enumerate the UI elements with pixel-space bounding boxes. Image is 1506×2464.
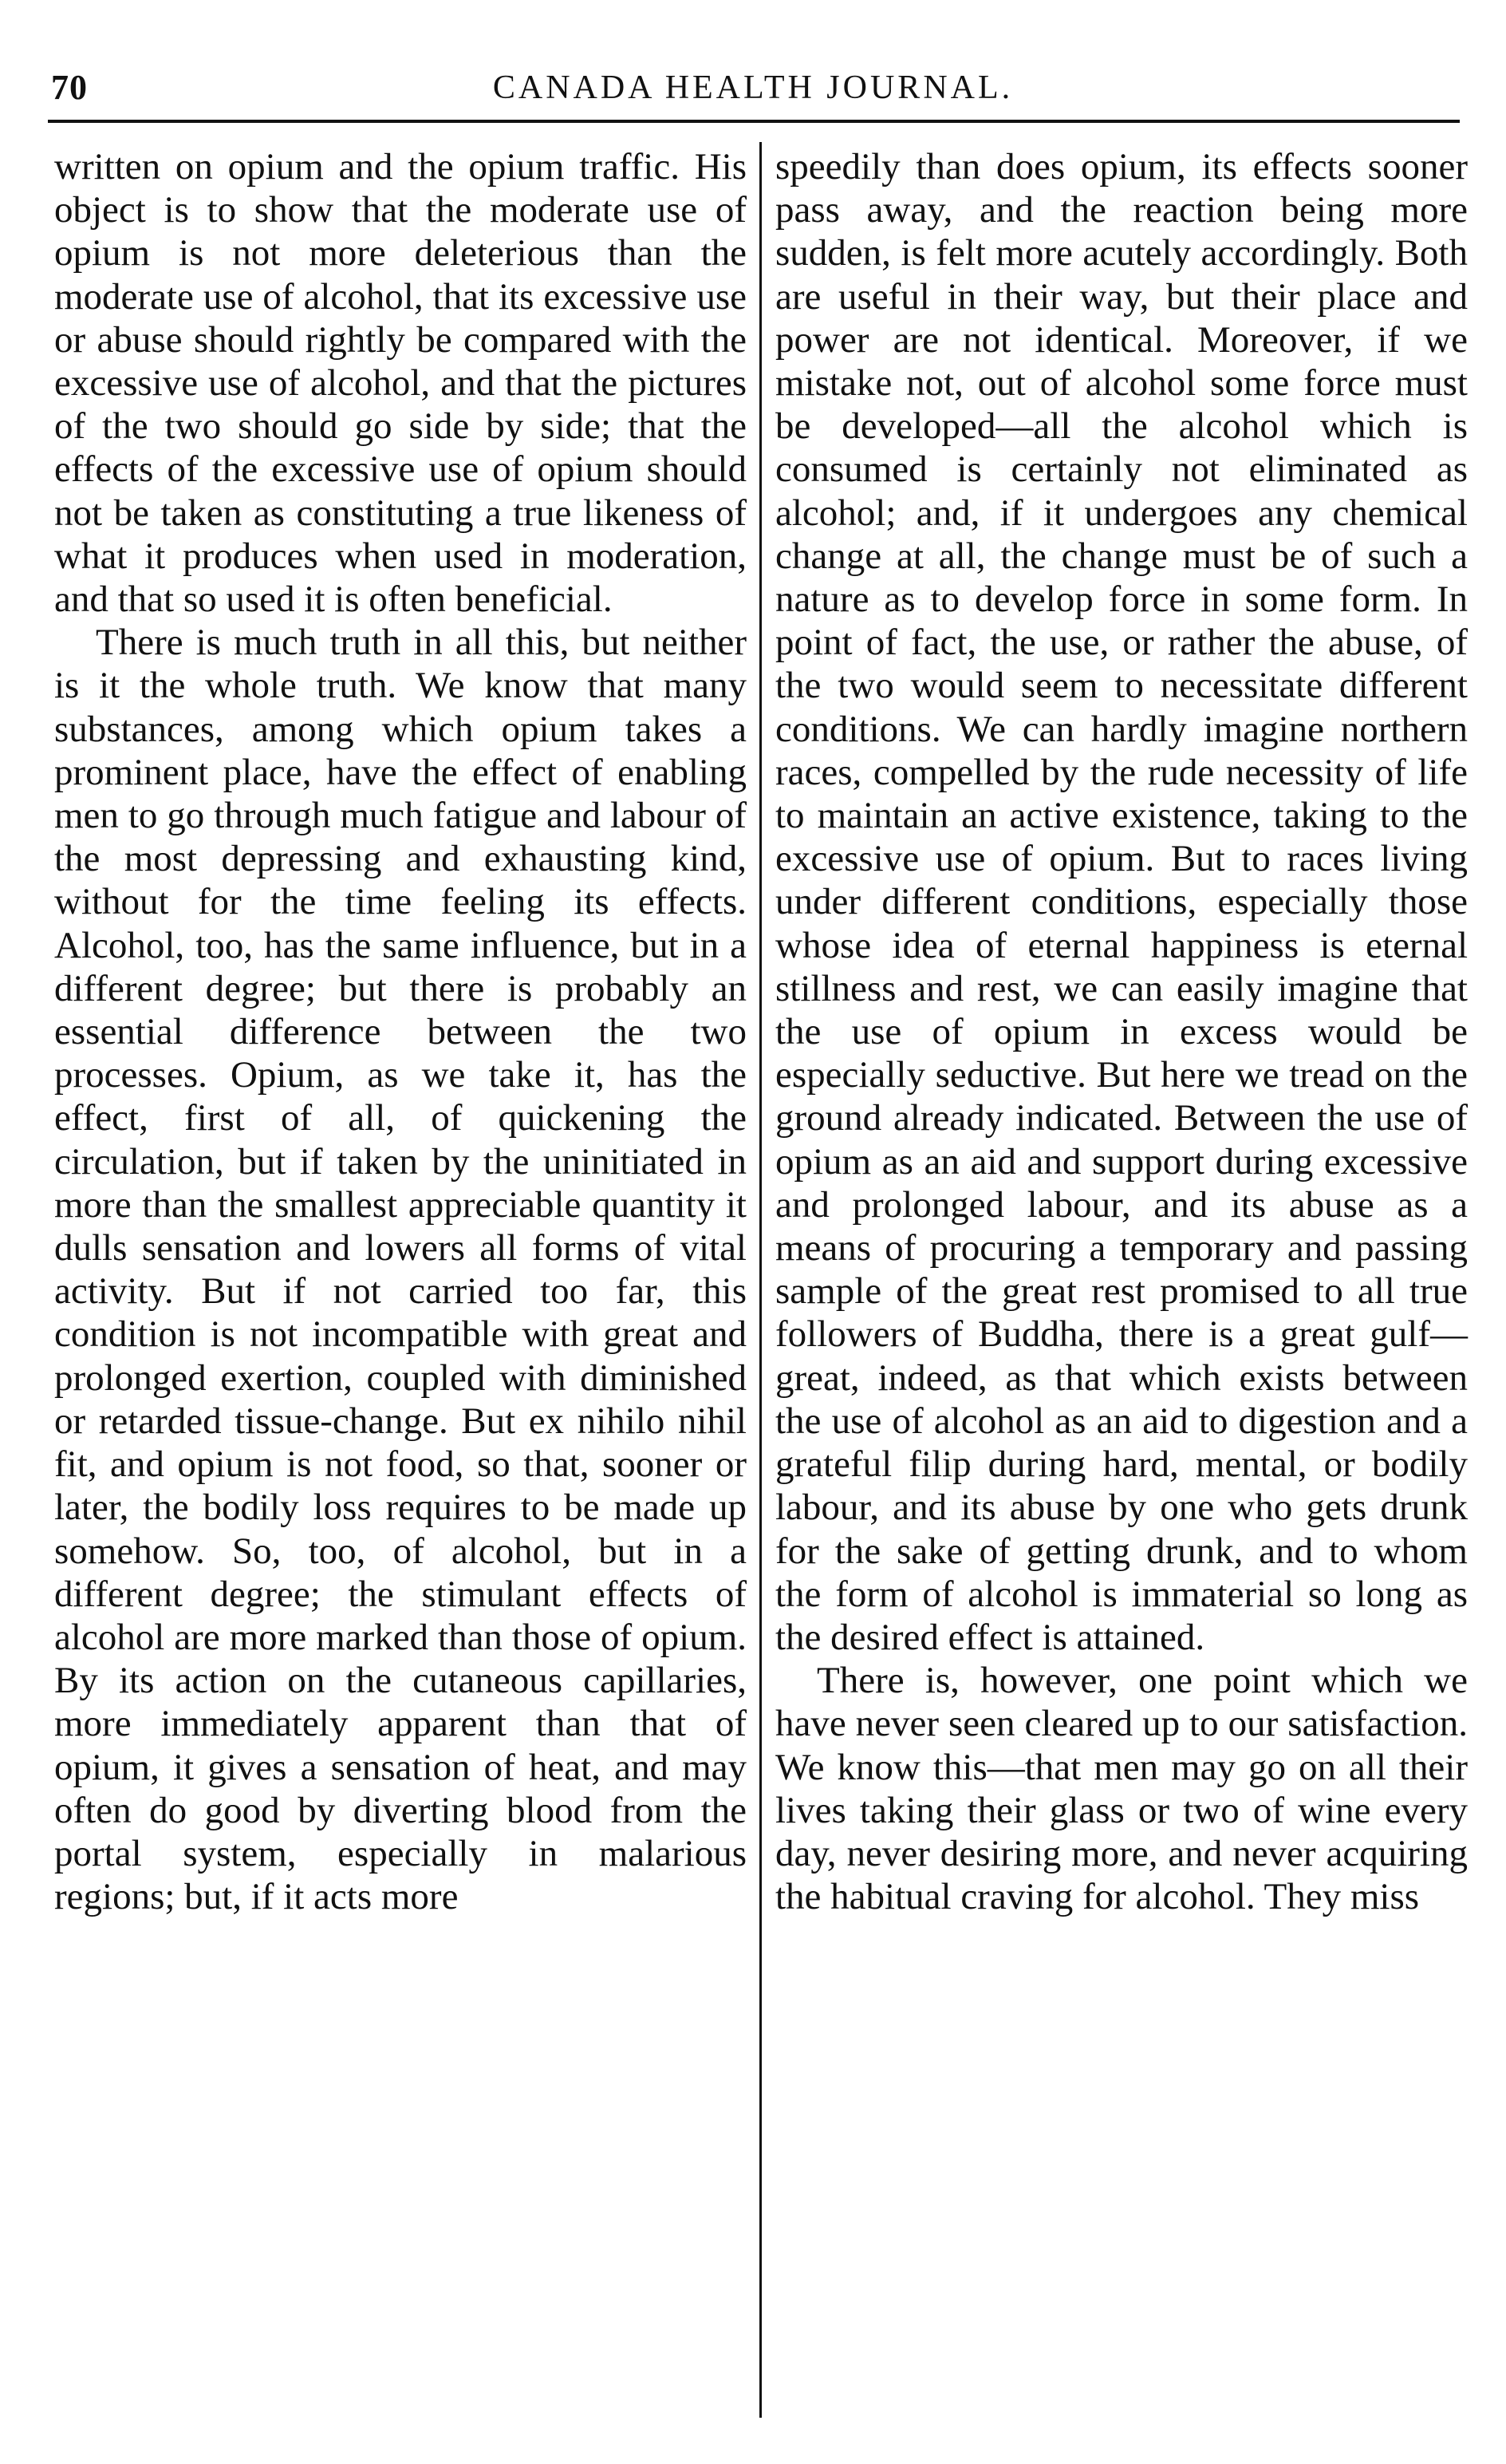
header-rule [48,120,1460,123]
right-paragraph-1: speedily than does opium, its effects sooner pass away, and the reaction being more sudden, is felt more acutely accordingly. Both are useful in their way, but their place and power are not identical. Moreover, if we mistake not, out of alcohol some force must be developed—all the alcohol which is consumed is certainly not eliminated as alcohol; and, if it undergoes any chemical change at all, the change must be of such a nature as to develop force in some form. In point of fact, the use, or rather the abuse, of the two would seem to necessitate different conditions. We can hardly imagine northern races, compelled by the rude necessity of life to maintain an active existence, taking to the excessive use of opium. But to races living under different conditions, especially those whose idea of eternal happiness is eternal stillness and rest, we can easily imagine that the use of opium in excess would be especially seductive. But here we tread on the ground already indicated. Between the use of opium as an aid and support during excessive and prolonged labour, and its abuse as a means of procuring a temporary and passing sample of the great rest promised to all true followers of Buddha, there is a great gulf—great, indeed, as that which exists between the use of alcohol as an aid to digestion and a grateful filip during hard, mental, or bodily labour, and its abuse by one who gets drunk for the sake of getting drunk, and to whom the form of alcohol is immaterial so long as the desired effect is attained. [775,146,1468,1658]
left-column [54,145,747,1918]
page-number: 70 [51,68,88,107]
left-paragraph-1: written on opium and the opium traffic. His object is to show that the moderate use of opium is not more deleterious than the moderate use of alcohol, that its excessive use or abuse should rightly be compared with the excessive use of alcohol, and that the pictures of the two should go side by side; that the effects of the excessive use of opium should not be taken as constituting a true likeness of what it produces when used in moderation, and that so used it is often beneficial. [54,146,747,621]
running-title: CANADA HEALTH JOURNAL. [492,69,1014,106]
left-paragraph-2: There is much truth in all this, but neither is it the whole truth. We know that many substances, among which opium takes a prominent place, have the effect of enabling men to go through much fatigue and labour of the most depressing and exhausting kind, without for the time feeling its effects. Alcohol, too, has the same influence, but in a different degree; but there is probably an essential difference between the two processes. Opium, as we take it, has the effect, first of all, of quickening the circulation, but if taken by the uninitiated in more than the smallest appreciable quantity it dulls sensation and lowers all forms of vital activity. But if not carried too far, this condition is not incompatible with great and prolonged exertion, coupled with diminished or retarded tissue-change. But ex nihilo nihil fit, and opium is not food, so that, sooner or later, the bodily loss requires to be made up somehow. So, too, of alcohol, but in a different degree; the stimulant effects of alcohol are more marked than those of opium. By its action on the cutaneous capillaries, more immediately apparent than that of opium, it gives a sensation of heat, and may often do good by diverting blood from the portal system, especially in malarious regions; but, if it acts more [54,622,747,1918]
right-column [775,145,1468,1918]
column-rule [759,142,762,2418]
right-paragraph-2: There is, however, one point which we have never seen cleared up to our satisfaction. We know this—that men may go on all their lives taking their glass or two of wine every day, never desiring more, and never acquiring the habitual craving for alcohol. They miss [775,1660,1468,1918]
